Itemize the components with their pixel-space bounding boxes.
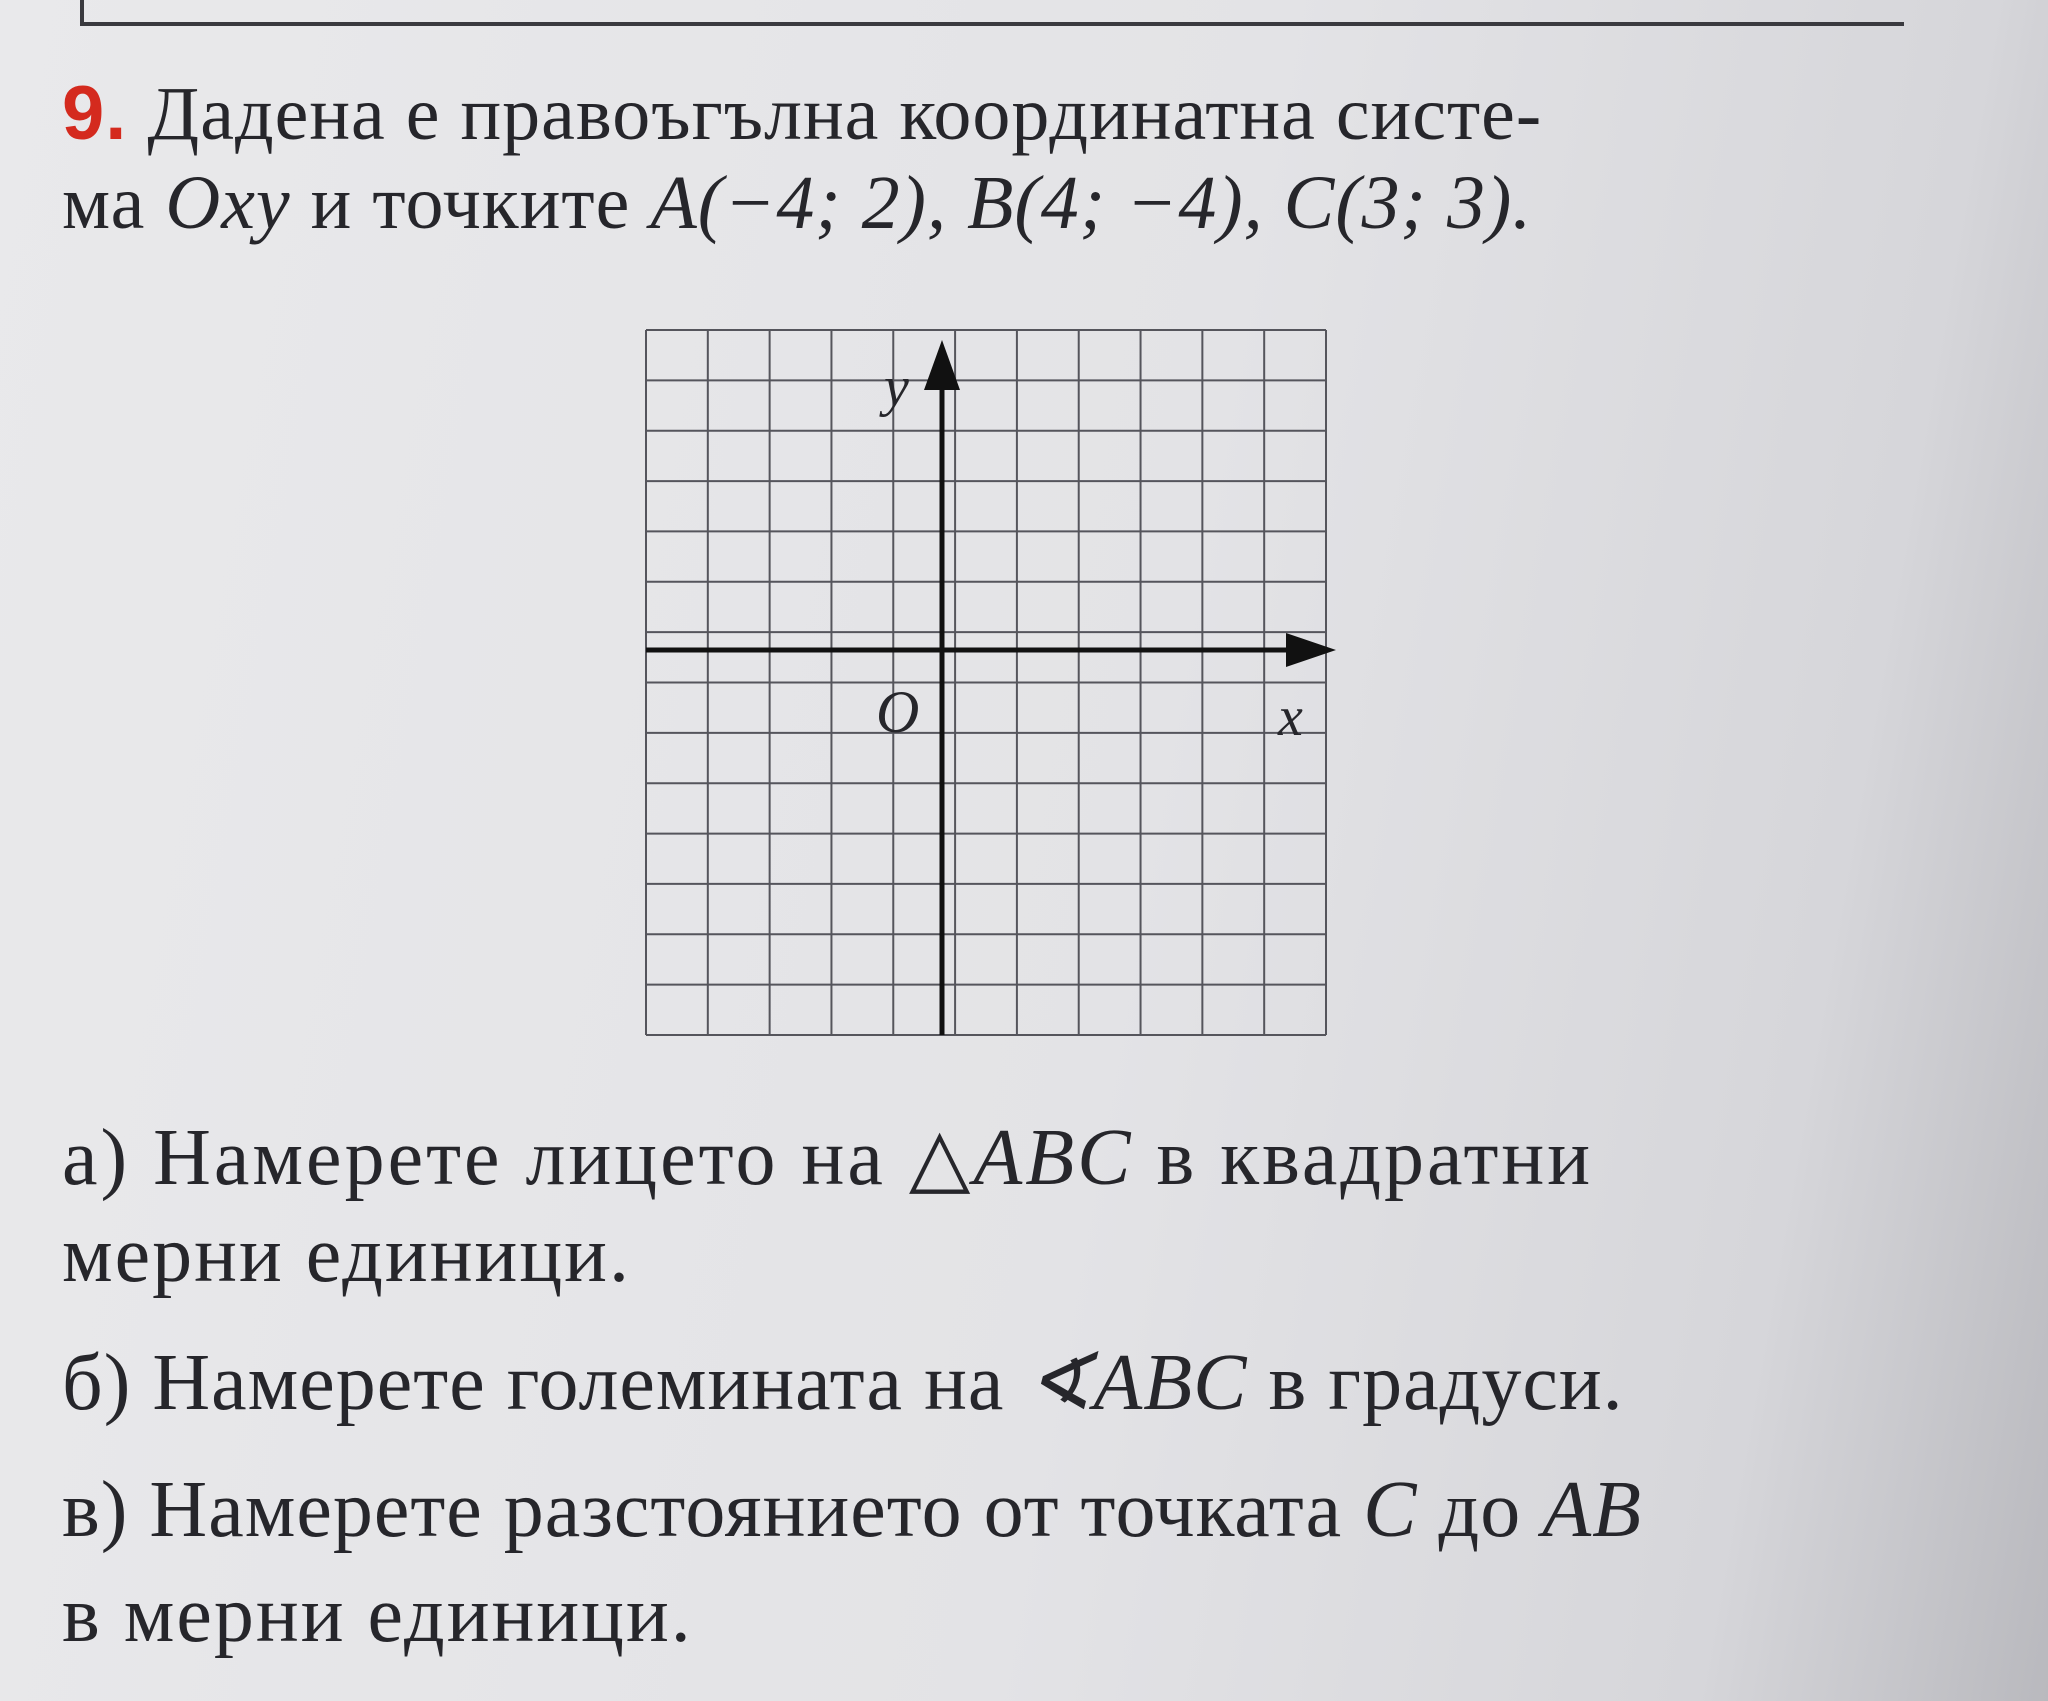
problem-line-1 [62, 70, 1542, 158]
task-b-line [62, 1335, 1624, 1429]
problem-text-2a: ма [62, 161, 166, 245]
task-c-line-2: в мерни единици. [62, 1571, 693, 1659]
y-axis-label: y [884, 356, 909, 418]
problem-text-1: Дадена е правоъгълна координатна систе- [147, 72, 1543, 156]
points-text: A(−4; 2), B(4; −4), C(3; 3). [650, 161, 1533, 245]
segment-ab: AB [1542, 1466, 1642, 1554]
x-axis-label: x [1278, 686, 1303, 748]
problem-line-2 [62, 160, 1532, 247]
task-a-line-2: мерни единици. [62, 1211, 631, 1299]
task-b-text-end: в градуси. [1247, 1339, 1624, 1427]
task-c-text: в) Намерете разстоянието от точката [62, 1466, 1364, 1554]
system-name: Oxy [165, 161, 291, 245]
gridlines [646, 330, 1326, 1035]
top-border [80, 0, 1904, 26]
task-c-line-1 [62, 1465, 1642, 1556]
point-c: C [1363, 1466, 1418, 1554]
problem-number: 9. [62, 71, 128, 156]
coordinate-grid [636, 320, 1336, 1040]
grid-svg [636, 320, 1336, 1040]
triangle-abc: △ABC [908, 1114, 1134, 1202]
origin-label: O [876, 679, 920, 745]
problem-text-2b: и точките [290, 161, 651, 245]
task-a-line-1 [62, 1110, 1593, 1204]
task-c-text-mid: до [1417, 1466, 1543, 1554]
task-b-text: б) Намерете големината на [62, 1339, 1026, 1427]
angle-abc: ∢ABC [1025, 1339, 1248, 1427]
task-a-text: а) Намерете лицето на [62, 1114, 909, 1202]
task-a-text-end: в квадратни [1133, 1114, 1594, 1202]
x-axis-arrow [1286, 633, 1336, 667]
